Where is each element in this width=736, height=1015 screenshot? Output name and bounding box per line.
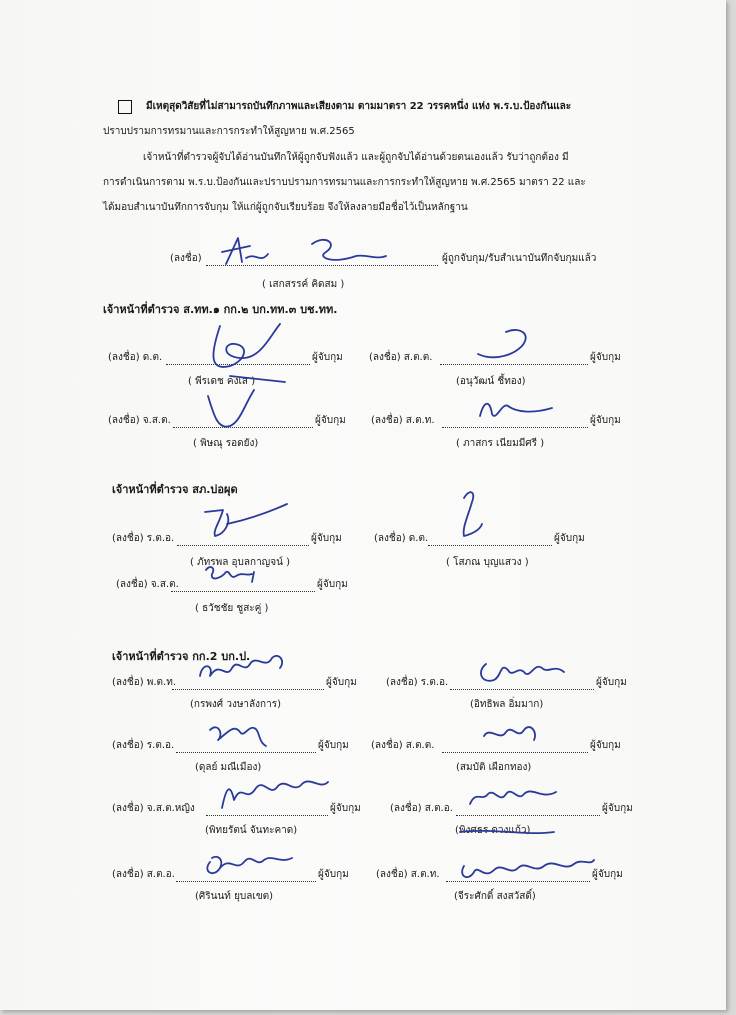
- section-heading-3: เจ้าหน้าที่ตำรวจ กก.2 บก.ป.: [112, 650, 251, 663]
- arrested-role: ผู้ถูกจับกุม/รับสำเนาบันทึกจับกุมแล้ว: [442, 253, 597, 264]
- signer-name: ( พิษณุ รอดยัง): [193, 438, 259, 449]
- signature-line: [176, 881, 316, 882]
- signer-label: (ลงชื่อ) ด.ต.: [374, 533, 429, 544]
- signer-name: (พิงศธร ดวงแก้ว): [455, 825, 531, 836]
- signature-line: [176, 752, 316, 753]
- signer-label: (ลงชื่อ) ร.ต.อ.: [112, 533, 175, 544]
- arrested-sign-label: (ลงชื่อ): [170, 253, 202, 264]
- statement-line-2: การดำเนินการตาม พ.ร.บ.ป้องกันและปราบปรามการทรมานและการกระทำให้สูญหาย พ.ศ.2565 มาตรา 22 และ: [103, 177, 586, 188]
- signature-line: [450, 689, 594, 690]
- statement-line-1: เจ้าหน้าที่ตำรวจผู้จับได้อ่านบันทึกให้ผู้ถูกจับฟังแล้ว และผู้ถูกจับได้อ่านด้วยตนเองแล้ว รับว่าถูกต้อง มี: [143, 152, 569, 163]
- signer-role: ผู้จับกุม: [590, 352, 621, 363]
- signature-line: [166, 364, 310, 365]
- signature-3: [200, 386, 260, 436]
- signature-4: [476, 396, 556, 426]
- statement-line-3: ได้มอบสำเนาบันทึกการจับกุม ให้แก่ผู้ถูกจับเรียบร้อย จึงให้ลงลายมือชื่อไว้เป็นหลักฐาน: [103, 202, 468, 213]
- signer-role: ผู้จับกุม: [318, 869, 349, 880]
- signer-role: ผู้จับกุม: [554, 533, 585, 544]
- signer-name: (ดุลย์ มณีเมือง): [195, 762, 262, 773]
- signer-label: (ลงชื่อ) ส.ต.อ.: [390, 803, 453, 814]
- signer-label: (ลงชื่อ) จ.ส.ต.หญิง: [112, 803, 195, 814]
- signature-line: [442, 427, 588, 428]
- signer-label: (ลงชื่อ) ส.ต.อ.: [112, 869, 175, 880]
- signer-name: (พิทยรัตน์ จันทะคาด): [205, 825, 298, 836]
- signature-line: [442, 752, 588, 753]
- signer-role: ผู้จับกุม: [592, 869, 623, 880]
- signature-11: [478, 718, 548, 748]
- force-majeure-checkbox[interactable]: [118, 100, 132, 114]
- signature-6: [452, 488, 492, 544]
- signer-label: (ลงชื่อ) จ.ส.ต.: [108, 415, 171, 426]
- signer-role: ผู้จับกุม: [326, 677, 357, 688]
- signer-name: (อิทธิพล อิ่มมาก): [470, 699, 544, 710]
- signature-12: [216, 774, 336, 814]
- section-heading-2: เจ้าหน้าที่ตำรวจ สภ.บ่อผุด: [112, 483, 238, 496]
- signature-line: [446, 881, 590, 882]
- arrested-signature: [216, 234, 396, 274]
- signer-name: ( ภัทรพล อุบลกาญจน์ ): [190, 557, 290, 568]
- signer-label: (ลงชื่อ) ส.ต.ต.: [371, 740, 435, 751]
- section-heading-1: เจ้าหน้าที่ตำรวจ ส.ทท.๑ กก.๒ บก.ทท.๓ บช.ทท.: [103, 303, 338, 316]
- signer-role: ผู้จับกุม: [315, 415, 346, 426]
- signer-label: (ลงชื่อ) ร.ต.อ.: [386, 677, 449, 688]
- signer-role: ผู้จับกุม: [590, 740, 621, 751]
- arrested-sign-line: [206, 265, 438, 266]
- signature-line: [456, 815, 600, 816]
- signer-label: (ลงชื่อ) จ.ส.ต.: [116, 579, 179, 590]
- signer-name: ( ภาสกร เนียมมีศรี ): [456, 438, 545, 449]
- arrested-name: ( เสกสรรค์ คิดสม ): [262, 279, 345, 290]
- signature-line: [428, 545, 552, 546]
- signer-name: ( ธวัชชัย ชูสะคู่ ): [195, 603, 269, 614]
- signature-9: [472, 652, 572, 688]
- signature-line: [172, 689, 324, 690]
- signature-line: [171, 591, 315, 592]
- signature-14: [200, 846, 300, 880]
- checkbox-text-line-2: ปราบปรามการทรมานและการกระทำให้สูญหาย พ.ศ.2565: [103, 126, 355, 137]
- signer-role: ผู้จับกุม: [317, 579, 348, 590]
- signature-line: [173, 427, 313, 428]
- signer-name: ( โสภณ บุญแสวง ): [446, 557, 529, 568]
- signer-label: (ลงชื่อ) ด.ต.: [108, 352, 163, 363]
- signature-line: [177, 545, 309, 546]
- signer-label: (ลงชื่อ) ส.ต.ท.: [371, 415, 435, 426]
- signer-role: ผู้จับกุม: [311, 533, 342, 544]
- signer-name: (สมบัติ เผือกทอง): [456, 762, 532, 773]
- signer-name: (จีระศักดิ์ สงสวัสดิ์): [454, 891, 536, 902]
- checkbox-text-line-1: มีเหตุสุดวิสัยที่ไม่สามารถบันทึกภาพและเสียงตาม ตามมาตรา 22 วรรคหนึ่ง แห่ง พ.ร.บ.ป้องกันและ: [146, 101, 572, 112]
- signer-name: ( พีรเดช คงเส ): [188, 376, 256, 387]
- signer-name: (อนุวัฒน์ ชี้ทอง): [456, 376, 526, 387]
- signature-13: [466, 782, 566, 812]
- signer-role: ผู้จับกุม: [596, 677, 627, 688]
- signer-role: ผู้จับกุม: [312, 352, 343, 363]
- signature-line: [440, 364, 588, 365]
- signer-role: ผู้จับกุม: [590, 415, 621, 426]
- signer-label: (ลงชื่อ) ส.ต.ต.: [369, 352, 433, 363]
- signature-10: [204, 712, 274, 752]
- signer-role: ผู้จับกุม: [318, 740, 349, 751]
- signer-label: (ลงชื่อ) พ.ต.ท.: [112, 677, 176, 688]
- signer-role: ผู้จับกุม: [602, 803, 633, 814]
- signer-label: (ลงชื่อ) ร.ต.อ.: [112, 740, 175, 751]
- signature-5: [195, 500, 295, 545]
- signer-name: (กรพงศ์ วงษาลังการ): [190, 699, 281, 710]
- signer-label: (ลงชื่อ) ส.ต.ท.: [376, 869, 440, 880]
- signer-role: ผู้จับกุม: [330, 803, 361, 814]
- signature-2: [470, 324, 540, 364]
- signature-line: [206, 815, 328, 816]
- signer-name: (ศิรินนท์ ยุบลเขต): [195, 891, 274, 902]
